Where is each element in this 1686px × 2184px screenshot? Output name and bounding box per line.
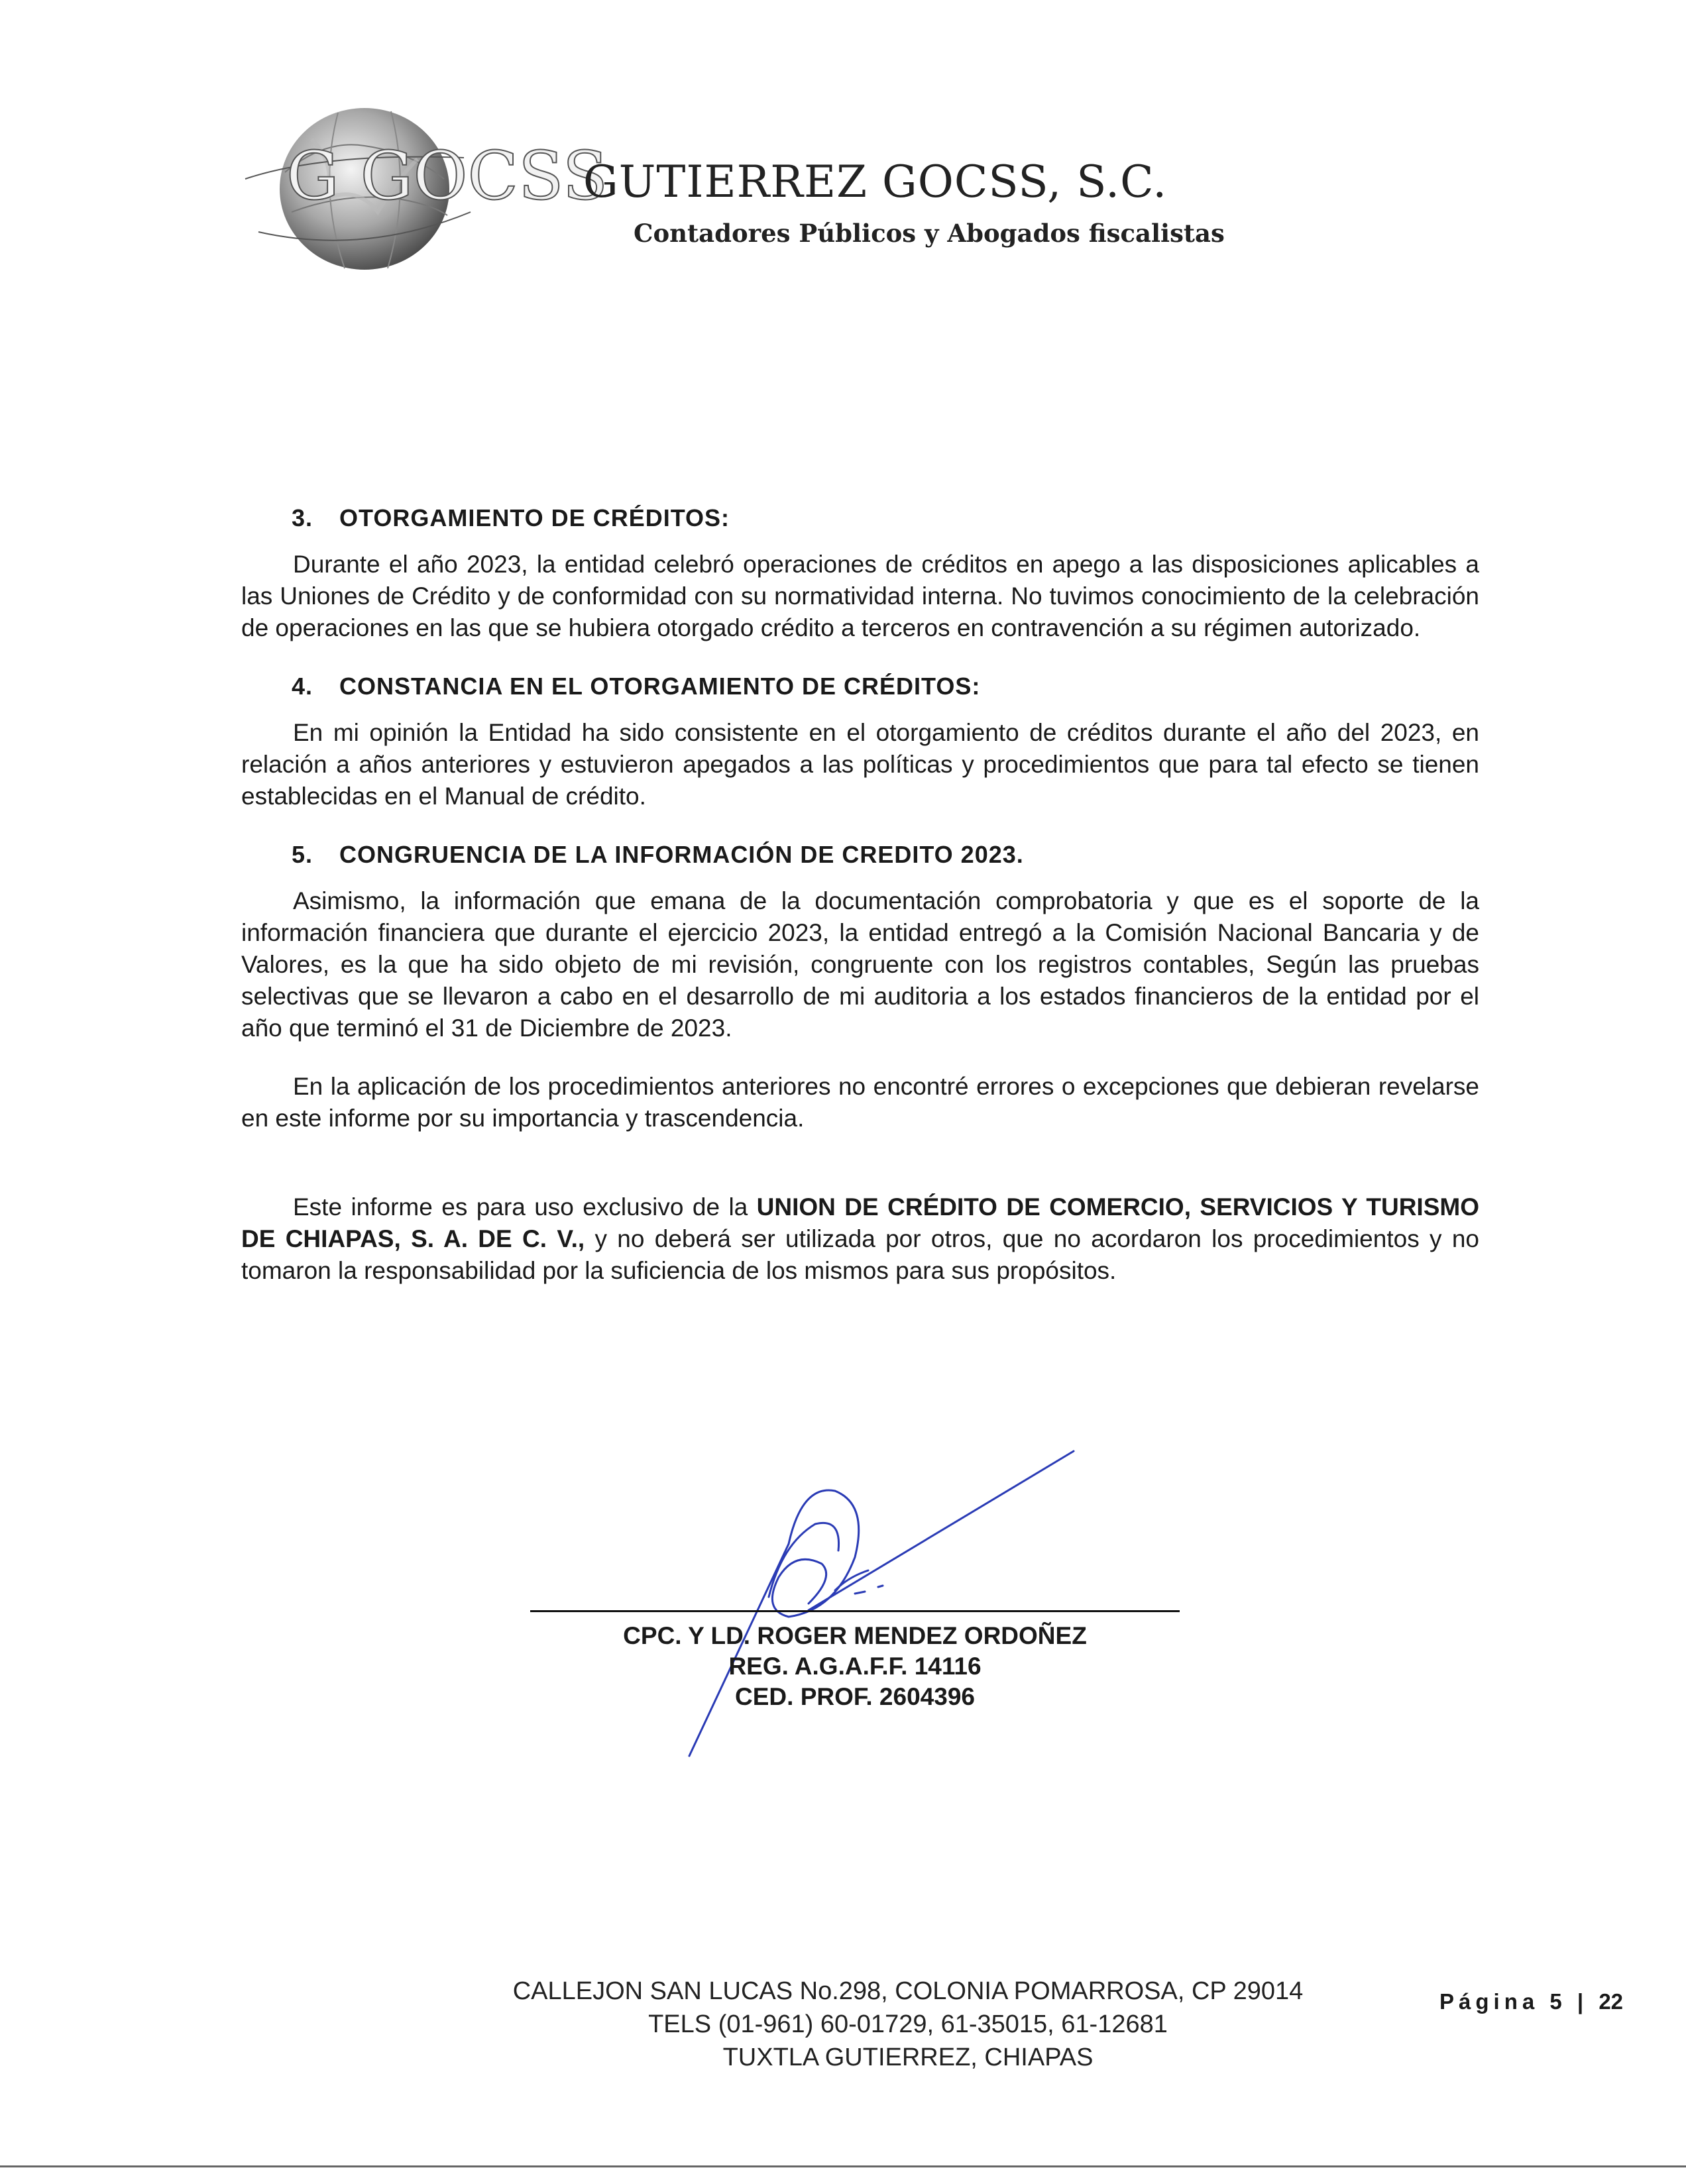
- page-label: Página 5: [1439, 1989, 1567, 2014]
- section-paragraph: En la aplicación de los procedimientos anteriores no encontré errores o excepciones que debieran revelarse en este informe por su importancia y trascendencia.: [241, 1073, 1479, 1132]
- section-heading: [292, 671, 1479, 702]
- section-title: CONSTANCIA EN EL OTORGAMIENTO DE CRÉDITOS:: [339, 673, 981, 700]
- footer-address-block: [464, 1975, 1352, 2074]
- closing-prefix: Este informe es para uso exclusivo de la: [293, 1193, 757, 1221]
- section-heading: [292, 502, 1479, 534]
- section-heading: [292, 839, 1479, 871]
- signer-block: [530, 1621, 1180, 1712]
- section-title: OTORGAMIENTO DE CRÉDITOS:: [339, 504, 730, 531]
- page-number: Página 5 | 22: [1439, 1989, 1624, 2014]
- section-paragraph: Durante el año 2023, la entidad celebró operaciones de créditos en apego a las disposiciones aplicables a las Uniones de Crédito y de conformidad con su normatividad interna. No tuvimos conocimiento de la celebración de operaciones en las que se hubiera otorgado crédito a terceros en contravención a su régimen autorizado.: [241, 551, 1479, 641]
- footer-phones: TELS (01-961) 60-01729, 61-35015, 61-12681: [648, 2010, 1168, 2038]
- logo-letter: G GOCSS: [286, 137, 608, 215]
- signature-line: [530, 1610, 1180, 1612]
- page-total: 22: [1599, 1989, 1624, 2014]
- footer-address: CALLEJON SAN LUCAS No.298, COLONIA POMARROSA, CP 29014: [512, 1977, 1304, 2005]
- handwritten-signature-icon: [636, 1445, 1087, 1763]
- section-paragraph: En mi opinión la Entidad ha sido consistente en el otorgamiento de créditos durante el año del 2023, en relación a años anteriores y estuvieron apegados a las políticas y procedimientos que para tal efecto se tienen establecidas en el Manual de crédito.: [241, 719, 1479, 810]
- footer-city: TUXTLA GUTIERREZ, CHIAPAS: [722, 2044, 1094, 2071]
- section-title: CONGRUENCIA DE LA INFORMACIÓN DE CREDITO 2023.: [339, 841, 1024, 868]
- closing-suffix: y no deberá ser utilizada por otros, que no acordaron los procedimientos y no tomaron la responsabilidad por la suficiencia de los mismos para sus propósitos.: [241, 1225, 1479, 1284]
- section-number: 5.: [292, 841, 313, 868]
- signer-registration: REG. A.G.A.F.F. 14116: [728, 1653, 982, 1680]
- section-number: 4.: [292, 673, 313, 700]
- signer-name: CPC. Y LD. ROGER MENDEZ ORDOÑEZ: [623, 1622, 1087, 1649]
- section-number: 3.: [292, 504, 313, 531]
- section-paragraph: Asimismo, la información que emana de la documentación comprobatoria y que es el soporte de la información financiera que durante el ejercicio 2023, la entidad entregó a la Comisión Nacional Bancaria y de Valores, es la que ha sido objeto de mi revisión, congruente con los registros contables, Según las pruebas selectivas que se llevaron a cabo en el desarrollo de mi auditoria a los estados financieros de la entidad por el año que terminó el 31 de Diciembre de 2023.: [241, 887, 1479, 1042]
- firm-subtitle: Contadores Públicos y Abogados fiscalistas: [634, 219, 1225, 248]
- closing-paragraph: [241, 1191, 1479, 1287]
- report-body: [241, 502, 1479, 1313]
- signer-license: CED. PROF. 2604396: [735, 1683, 975, 1710]
- globe-logo-icon: [245, 99, 608, 278]
- closing-entity: UNION DE CRÉDITO DE COMERCIO, SERVICIOS Y TURISMO DE CHIAPAS, S. A. DE C. V.,: [241, 1193, 1479, 1252]
- firm-name: GUTIERREZ GOCSS, S.C.: [583, 156, 1168, 207]
- bottom-border: [0, 2165, 1686, 2167]
